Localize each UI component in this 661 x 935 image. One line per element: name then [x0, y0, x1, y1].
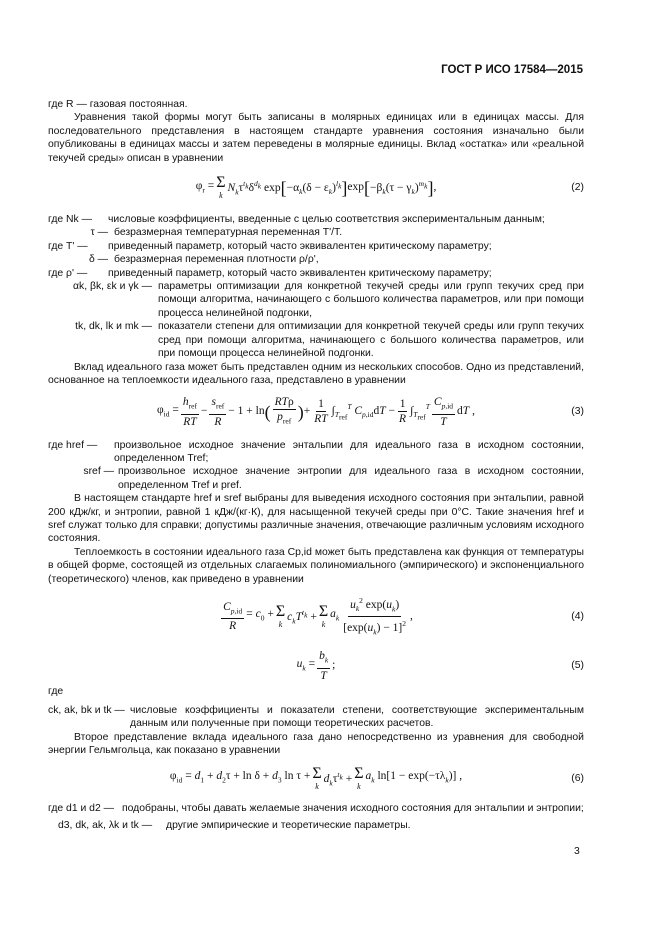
definitions-eq2 — [48, 213, 584, 360]
equation-3: $\varphi_{id}$ = $\frac{h_{ref}}{RT}$ − $\frac{s_{ref}}{R}$ − 1 + ln ( $\frac{\text{RTρ}}{p_{ref}}$ ) + $\frac{1}{RT}$ $\int_{T_{ref}}^T$ $C_{p,id}dT$ − $\frac{1}{R}$ $\int_{T_{ref}}^T$ $\frac{C_{p,id}}{T}$ dT , (3) — [157, 396, 584, 428]
definition-row: где href — произвольное исходное значение энтальпии для идеального газа в исходном состоянии, определенном Tref; — [48, 439, 584, 465]
gas-constant-line: где R — газовая постоянная. — [48, 99, 188, 110]
definitions-eq3 — [48, 439, 584, 493]
definition-row: tk, dk, lk и mk — показатели степени для оптимизации для конкретной текучей среды или групп текучих сред при помощи алгоритма, начинающего с большого количества параметров, или при помощи процесса нелинейной подгонки. — [75, 321, 584, 360]
page-body — [48, 98, 584, 832]
definition-row: αk, βk, εk и γk — параметры оптимизации для конкретной текучей среды или групп текучих сред при помощи алгоритма, начинающего с большого количества параметров, или при помощи процесса нелинейной подгонки, — [73, 281, 584, 319]
definition-row: d3, dk, ak, λk и tk — другие эмпирические и теоретические параметры. — [58, 820, 411, 832]
definition-row: где d1 и d2 — подобраны, чтобы давать желаемые значения исходного состояния для энтальпии и энтропии; — [48, 802, 584, 814]
definition-row: sref — произвольное исходное значение энтропии для идеального газа в исходном состоянии, определенном Tref и pref. — [83, 466, 584, 491]
equation-5-number: (5) — [571, 660, 584, 672]
page-number: 3 — [574, 846, 580, 857]
heat-capacity-paragraph: Теплоемкость в состоянии идеального газа Cp,id может быть представлена как функция от температуры в общей форме, состоящей из отдельных слагаемых полиномиального (эмпирического) и экспоненциального (теоретического) членов, как приведено в уравнении — [48, 546, 584, 585]
definition-row: ck, ak, bk и tk — числовые коэффициенты и показатели степени, соответствующие экспериментальным данным или полученные при помощи теоретических расчетов. — [48, 705, 584, 730]
equation-2: $\varphi_r$ = Σ k $N_k\tau^{t_k}\delta^{d_k}$ exp [ $-\alpha_k(\delta - \varepsilon_k)^{l_k}$ ] exp [ $-\beta_k(\tau - \gamma_k)^{m_k}$ ] , (2) — [195, 174, 584, 201]
equation-5: $u_k$ = $\frac{b_k}{T}$ ; (5) — [296, 650, 584, 682]
definition-row: τ — безразмерная температурная переменная T'/T. — [90, 227, 343, 239]
second-representation-paragraph: Второе представление вклада идеального газа дано непосредственно из уравнения для свободной энергии Гельмгольца, как показано в уравнении — [48, 731, 584, 757]
equation-3-number: (3) — [571, 406, 584, 418]
document-header: ГОСТ Р ИСО 17584—2015 — [441, 64, 583, 76]
definitions-eq6 — [48, 802, 584, 833]
reference-state-paragraph: В настоящем стандарте href и sref выбраны для выведения исходного состояния при энтальпии, равной 200 кДж/кг, и энтропии, равной 1 кДж/(кг·К), для насыщенной текучей среды при 0°С. Такие значения href и sref служат только для справки; допустимы различные значения, отвечающие различным условиям исходного состояния. — [48, 493, 584, 545]
where-label: где — [48, 685, 64, 697]
ideal-gas-paragraph: Вклад идеального газа может быть представлен одним из нескольких способов. Одно из представлений, основанное на теплоемкости идеального газа, представлено в уравнении — [48, 361, 584, 386]
equation-4: $\frac{C_{p,id}}{R}$ = $c_0$ + Σ k $c_kT^{t_k}$ + Σ k $a_k$ $\frac{u_k^2 \exp(u_k)}{[\exp(u_k) - 1]^2}$ , (4) — [223, 596, 584, 637]
equation-6: $\varphi_{id} = d_1 + d_2\tau + \ln \delta + d_3$ ln τ + Σ k $d_k\tau^{t_k}$ + Σ k $a_k$ $\ln[1 - \exp(-\tau\lambda_k)]$ , (6) — [169, 764, 584, 791]
intro-paragraph: Уравнения такой формы могут быть записаны в молярных единицах или в единицах массы. Для последовательного представления в настоящем стандарте уравнения состояния изначально были опубликованы в единицах массы и затем переведены в молярные единицы. Вклад «остатка» или «реальной текучей среды» описан в уравнении — [48, 112, 584, 164]
equation-6-number: (6) — [571, 772, 584, 784]
definition-row: где ρ' — приведенный параметр, который часто эквивалентен критическому параметру; — [48, 267, 492, 279]
definition-row: где T' — приведенный параметр, который часто эквивалентен критическому параметру; — [48, 240, 492, 252]
equation-4-number: (4) — [571, 611, 584, 622]
equation-2-number: (2) — [571, 182, 584, 194]
definition-row: δ — безразмерная переменная плотности ρ/ρ', — [88, 254, 319, 266]
definition-row: где Nk — числовые коэффициенты, введенные с целью соответствия экспериментальным данным; — [48, 214, 545, 226]
